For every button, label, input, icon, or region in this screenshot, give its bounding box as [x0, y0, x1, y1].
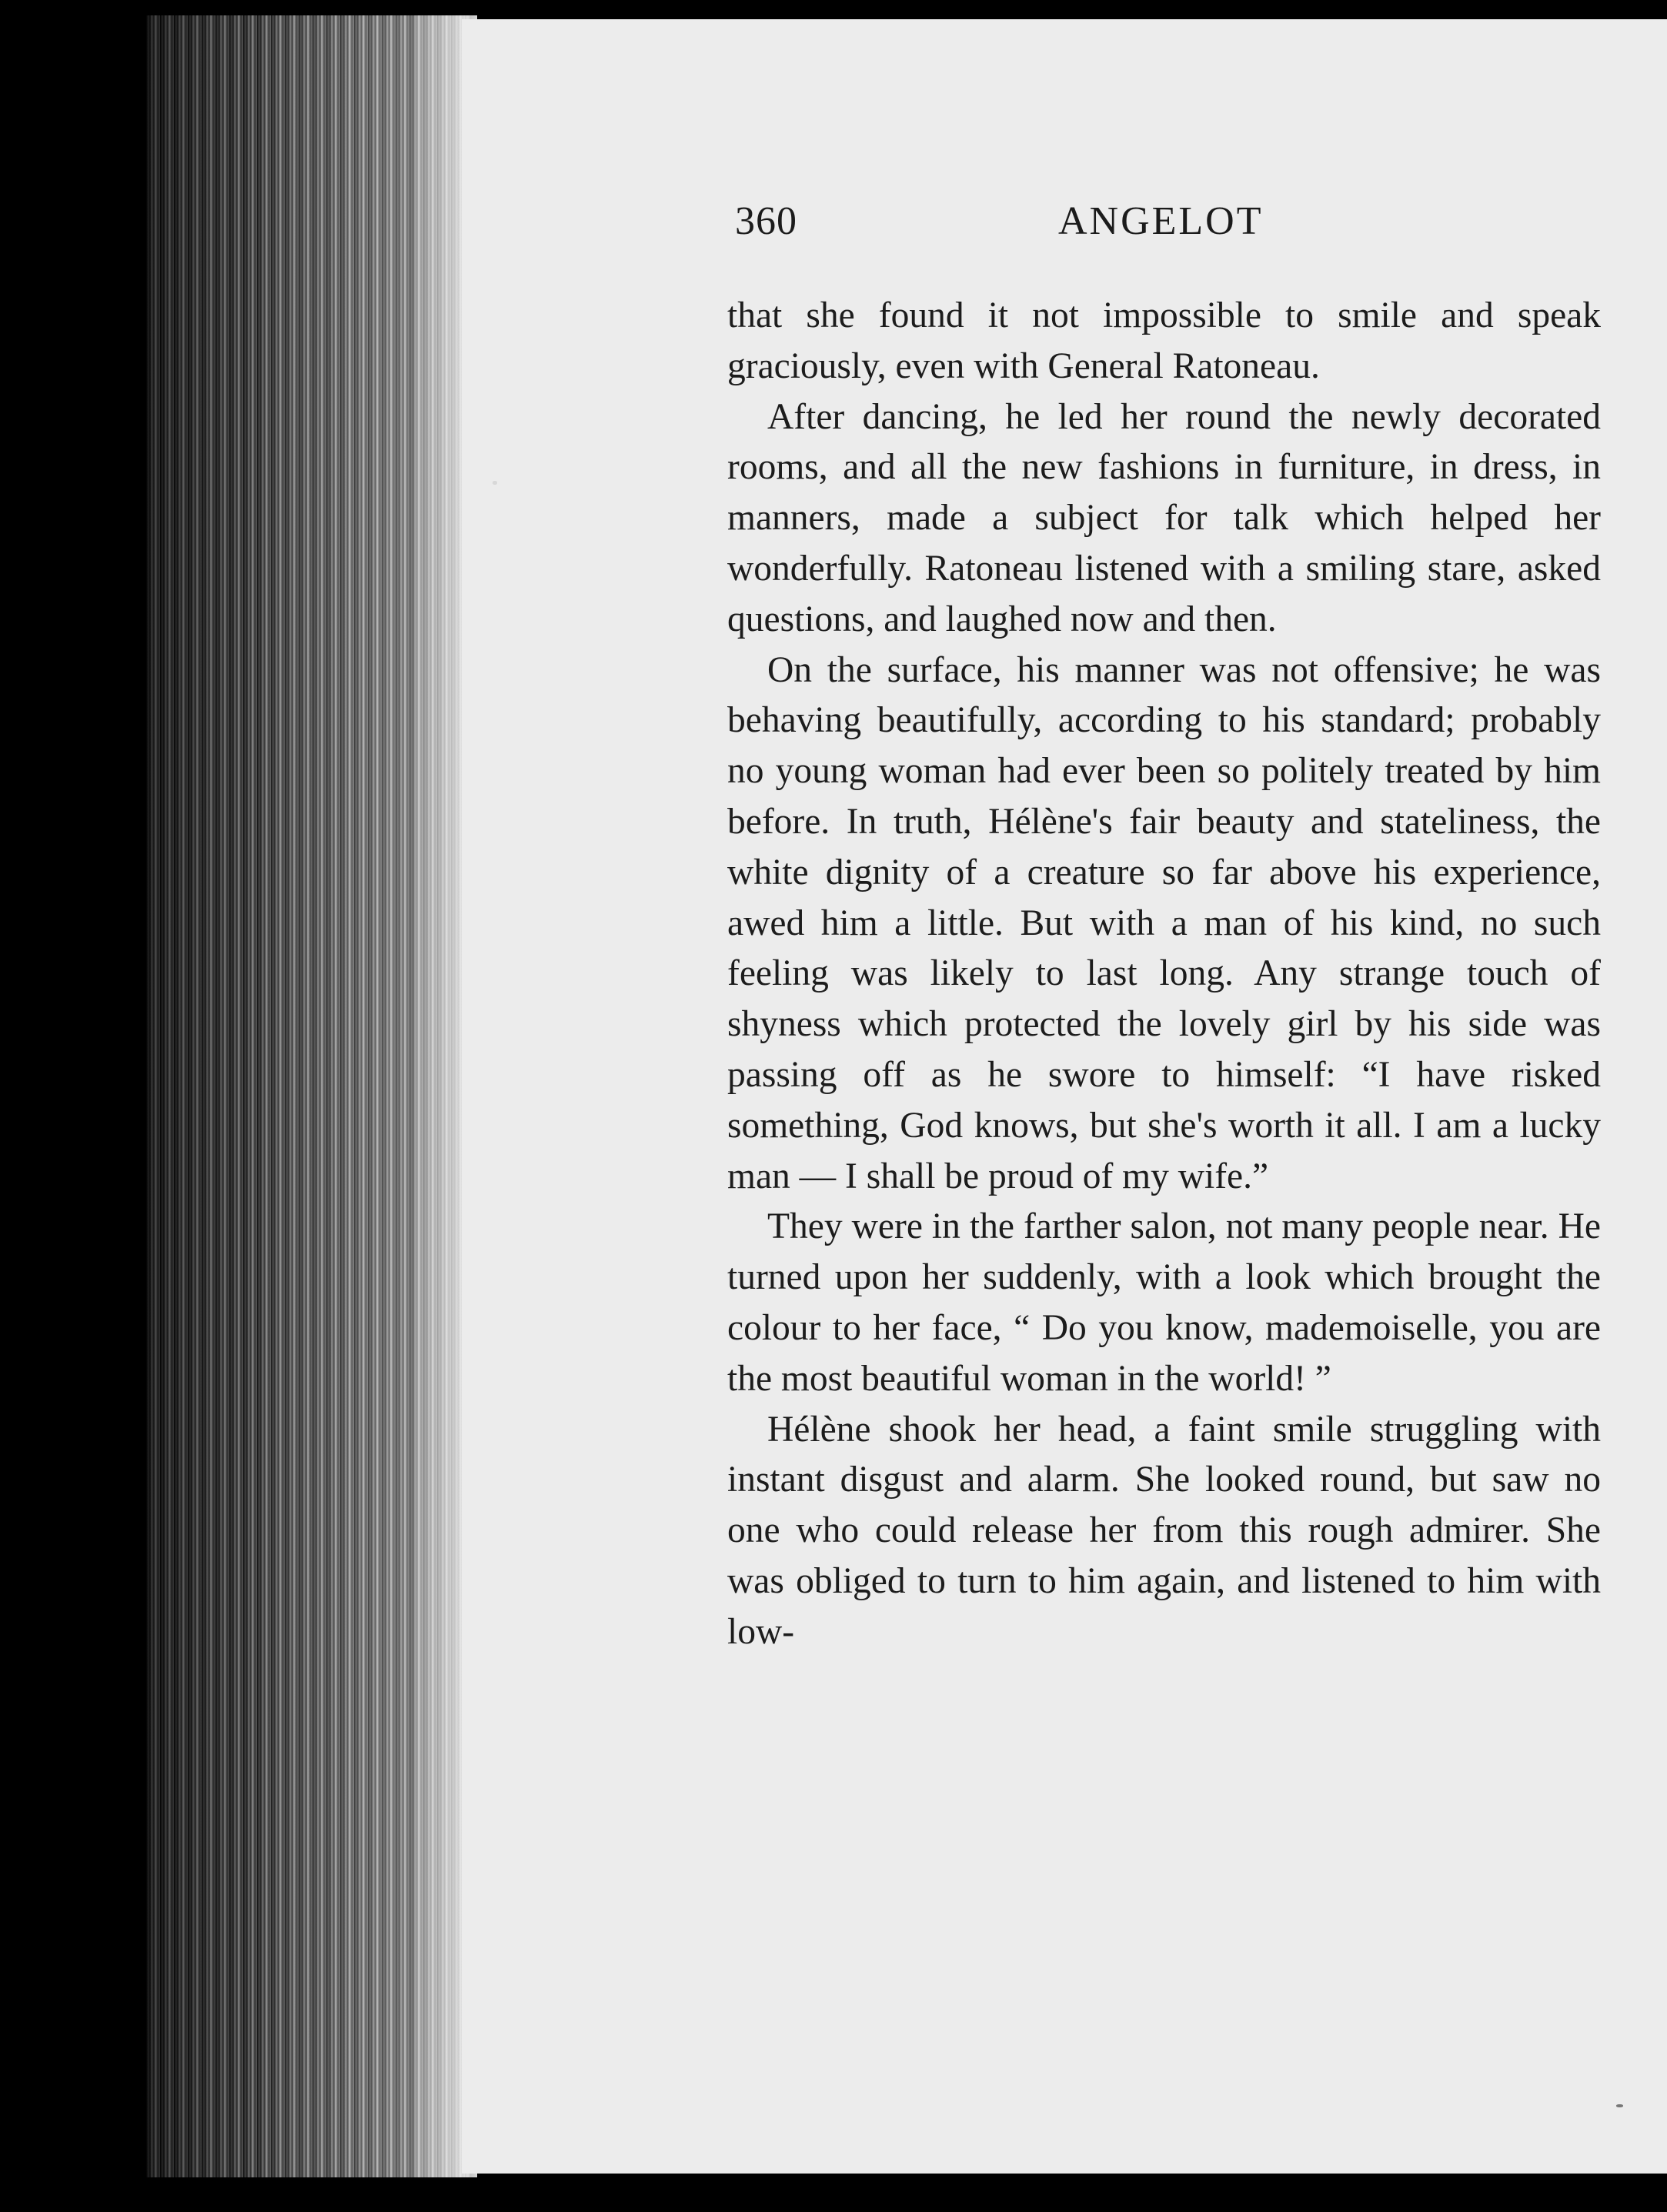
page-number: 360: [735, 199, 797, 243]
paragraph: On the surface, his manner was not offensive; he was behaving beautifully, according to his standard; probably no young woman had ever been so politely treated by him before. In truth, Hélène's fair beauty and stateliness, the white dignity of a creature so far above his experience, awed him a little. But with a man of his kind, no such feeling was likely to last long. Any strange touch of shyness which protected the lovely girl by his side was passing off as he swore to himself: “I have risked something, God knows, but she's worth it all. I am a lucky man — I shall be proud of my wife.”: [727, 649, 1601, 1196]
paragraph: Hélène shook her head, a faint smile struggling with instant disgust and alarm. She looked round, but saw no one who could release her from this rough admirer. She was obliged to turn to him again, and listened to him with low-: [727, 1409, 1601, 1652]
paragraph: After dancing, he led her round the newly decorated rooms, and all the new fashions in furniture, in dress, in manners, made a subject for talk which helped her wonderfully. Ratoneau listened with a smiling stare, asked questions, and laughed now and then.: [727, 396, 1601, 639]
body-text: [727, 291, 1601, 1658]
paper-speck: [493, 481, 497, 485]
paragraph: They were in the farther salon, not many people near. He turned upon her suddenly, with a look which brought the colour to her face, “ Do you know, mademoiselle, you are the most beautiful woman in the world! ”: [727, 1206, 1601, 1399]
running-title: ANGELOT: [1058, 199, 1264, 243]
paper-speck: [1616, 2104, 1623, 2107]
page-header: [735, 199, 1597, 260]
paragraph: that she found it not impossible to smile and speak graciously, even with General Ratoneau.: [727, 295, 1601, 386]
